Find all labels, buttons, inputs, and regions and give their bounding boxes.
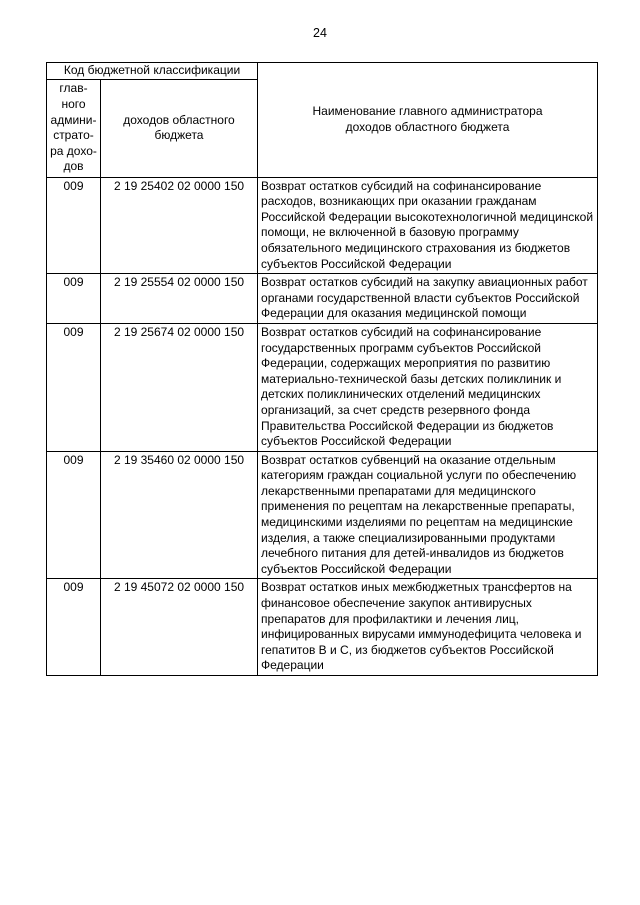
- income-code-cell: 2 19 45072 02 0000 150: [101, 579, 258, 676]
- table-body: [47, 177, 598, 675]
- administrator-name-header: Наименование главного администратора доходов областного бюджета: [258, 63, 598, 178]
- chief-administrator-header-text: глав- ного админи- страто- ра дохо- дов: [50, 81, 97, 174]
- admin-code-cell: 009: [47, 274, 101, 324]
- table-row: [47, 451, 598, 579]
- admin-code-cell: 009: [47, 177, 101, 274]
- page-number: 24: [313, 26, 327, 40]
- income-name-cell: Возврат остатков субсидий на софинансирование государственных программ субъектов Российской Федерации, содержащих мероприятия по развитию материально-технической базы детских поликлиник и детских поликлинических отделений медицинских организаций, за счет средств резервного фонда Правительства Российской Федерации из бюджетов субъектов Российской Федерации: [258, 323, 598, 451]
- budget-classification-code-header: Код бюджетной классификации: [47, 63, 258, 80]
- table-row: [47, 323, 598, 451]
- table-row: [47, 177, 598, 274]
- income-name-cell: Возврат остатков субсидий на софинансирование расходов, возникающих при оказании гражданам Российской Федерации высокотехнологичной медицинской помощи, не включенной в базовую программу обязательного медицинского страхования из бюджетов субъектов Российской Федерации: [258, 177, 598, 274]
- admin-code-cell: 009: [47, 451, 101, 579]
- income-code-cell: 2 19 25554 02 0000 150: [101, 274, 258, 324]
- table-row: [47, 274, 598, 324]
- income-code-cell: 2 19 25402 02 0000 150: [101, 177, 258, 274]
- regional-budget-income-header: доходов областного бюджета: [101, 79, 258, 177]
- income-code-cell: 2 19 35460 02 0000 150: [101, 451, 258, 579]
- income-code-cell: 2 19 25674 02 0000 150: [101, 323, 258, 451]
- admin-code-cell: 009: [47, 323, 101, 451]
- income-name-cell: Возврат остатков субсидий на закупку авиационных работ органами государственной власти субъектов Российской Федерации для оказания медицинской помощи: [258, 274, 598, 324]
- admin-code-cell: 009: [47, 579, 101, 676]
- income-name-cell: Возврат остатков субвенций на оказание отдельным категориям граждан социальной услуги по обеспечению лекарственными препаратами для медицинского применения по рецептам на лекарственные препараты, медицинскими изделиями по рецептам на медицинские изделия, а также специализированными продуктами лечебного питания для детей-инвалидов из бюджетов субъектов Российской Федерации: [258, 451, 598, 579]
- table-row: [47, 579, 598, 676]
- table-header-row: [47, 63, 598, 80]
- income-name-cell: Возврат остатков иных межбюджетных трансфертов на финансовое обеспечение закупок антивирусных препаратов для профилактики и лечения лиц, инфицированных вирусами иммунодефицита человека и гепатитов B и C, из бюджетов субъектов Российской Федерации: [258, 579, 598, 676]
- budget-classification-table: [46, 62, 598, 676]
- chief-administrator-header: [47, 79, 101, 177]
